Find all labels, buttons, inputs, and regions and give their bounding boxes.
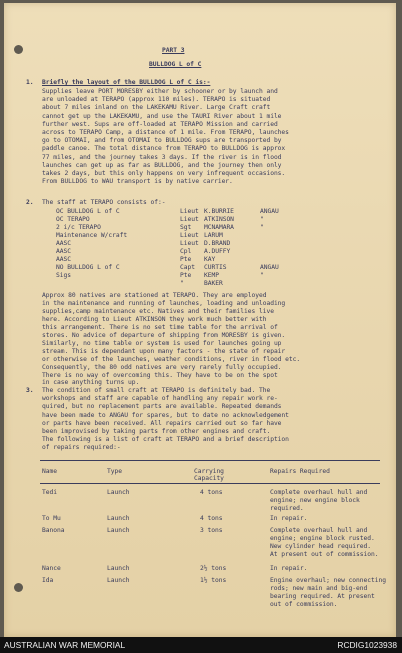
col-header-repairs: Repairs Required bbox=[270, 468, 330, 475]
text-line: or parts have been received. All repairs carried out so far have bbox=[42, 419, 282, 427]
document-page bbox=[4, 3, 396, 637]
staff-unit: ANGAU bbox=[260, 264, 279, 271]
para2-number: 2. bbox=[26, 199, 34, 206]
para1-heading: Briefly the layout of the BULLDOG L of C is:- bbox=[42, 79, 211, 86]
para1-number: 1. bbox=[26, 79, 34, 86]
staff-role: AASC bbox=[56, 256, 71, 263]
craft-type: Launch bbox=[107, 577, 130, 584]
staff-role: OC BULLDOG L of C bbox=[56, 208, 120, 215]
staff-unit: ANGAU bbox=[260, 208, 279, 215]
text-line: this arrangement. There is no set time table for the arrival of bbox=[42, 323, 278, 331]
text-line: 77 miles, and the journey takes 3 days. If the river is in flood bbox=[42, 153, 282, 161]
staff-name: KAY bbox=[204, 256, 216, 263]
craft-repairs-line: out of commission. bbox=[270, 601, 338, 608]
table-rule-header bbox=[40, 483, 380, 484]
text-line: in the maintenance and running of launches, loading and unloading bbox=[42, 299, 286, 307]
staff-name: ATKINSON bbox=[204, 216, 234, 223]
craft-name: Ida bbox=[42, 577, 54, 584]
craft-repairs-line: In repair. bbox=[270, 515, 308, 522]
text-line: or otherwise of the launches, weather conditions, river in flood etc. bbox=[42, 355, 301, 363]
staff-role: AASC bbox=[56, 240, 71, 247]
col-header-type: Type bbox=[107, 468, 122, 475]
staff-rank: Lieut bbox=[180, 216, 199, 223]
staff-name: D.BRAND bbox=[204, 240, 231, 247]
craft-type: Launch bbox=[107, 527, 130, 534]
craft-repairs-line: New cylinder head required. bbox=[270, 543, 372, 550]
staff-role: AASC bbox=[56, 248, 71, 255]
staff-role: Sigs bbox=[56, 272, 71, 279]
craft-repairs-line: Complete overhaul hull and bbox=[270, 489, 368, 496]
footer-source: AUSTRALIAN WAR MEMORIAL bbox=[4, 640, 126, 650]
craft-repairs-line: engine; new engine block bbox=[270, 497, 360, 504]
craft-capacity: 4 tons bbox=[200, 489, 223, 496]
craft-type: Launch bbox=[107, 565, 130, 572]
text-line: Similarly, no time table or system is used for launches going up bbox=[42, 339, 282, 347]
craft-repairs-line: engine; engine block rusted. bbox=[270, 535, 375, 542]
staff-role: NO BULLDOG L of C bbox=[56, 264, 120, 271]
staff-role: Maintenance W/craft bbox=[56, 232, 128, 239]
staff-name: CURTIS bbox=[204, 264, 227, 271]
text-line: takes 2 days, but this only happens on very infrequent occasions. bbox=[42, 170, 286, 177]
craft-repairs-line: rods; new main and big-end bbox=[270, 585, 368, 592]
craft-repairs-line: Engine overhaul; new connecting bbox=[270, 577, 386, 584]
craft-type: Launch bbox=[107, 489, 130, 496]
staff-name: A.DUFFY bbox=[204, 248, 231, 255]
text-line: of repairs required:- bbox=[42, 444, 121, 452]
col-header-name: Name bbox=[42, 468, 57, 475]
staff-role: OC TERAPO bbox=[56, 216, 90, 223]
text-line: here. According to Lieut ATKINSON they work much better with bbox=[42, 315, 267, 323]
staff-name: MCNAMARA bbox=[204, 224, 234, 231]
text-line: quired, but no replacement parts are available. Repeated demands bbox=[42, 403, 282, 411]
craft-capacity: 3 tons bbox=[200, 527, 223, 534]
para2-heading: The staff at TERAPO consists of:- bbox=[42, 199, 166, 206]
craft-name: Tedi bbox=[42, 489, 57, 496]
staff-rank: Lieut bbox=[180, 240, 199, 247]
staff-name: LARUM bbox=[204, 232, 223, 239]
text-line: about 7 miles inland on the LAKEKAMU River. Large Craft craft bbox=[42, 104, 271, 112]
craft-name: Banona bbox=[42, 527, 65, 534]
staff-rank: Sgt bbox=[180, 224, 192, 231]
craft-capacity: 4 tons bbox=[200, 515, 223, 522]
craft-capacity: 1½ tons bbox=[200, 577, 227, 584]
part-label: PART 3 bbox=[162, 47, 185, 54]
craft-repairs-line: Complete overhaul hull and bbox=[270, 527, 368, 534]
staff-rank: Cpl bbox=[180, 248, 192, 255]
page-title: BULLDOG L of C bbox=[149, 61, 202, 68]
text-line: Consequently, the 80 odd natives are very rarely fully occupied. bbox=[42, 363, 282, 371]
staff-unit: " bbox=[260, 216, 264, 223]
text-line: stream. This is dependant upon many factors - the state of repair bbox=[42, 347, 286, 355]
staff-unit: " bbox=[260, 272, 264, 279]
staff-rank: Lieut bbox=[180, 208, 199, 215]
staff-role: 2 i/c TERAPO bbox=[56, 224, 101, 231]
staff-rank: " bbox=[180, 280, 184, 287]
para3-number: 3. bbox=[26, 387, 34, 394]
craft-repairs-line: bearing required. At present bbox=[270, 593, 375, 600]
text-line: across to TERAPO Camp, a distance of 1 mile. From TERAPO, launches bbox=[42, 129, 289, 136]
punch-hole bbox=[14, 45, 23, 54]
text-line: been improvised by taking parts from other engines and craft. bbox=[42, 428, 271, 435]
footer-reference: RCDIG1023938 bbox=[337, 640, 397, 650]
punch-hole bbox=[14, 583, 23, 592]
staff-name: BAKER bbox=[204, 280, 223, 287]
table-rule-top bbox=[40, 460, 380, 461]
craft-repairs-line: At present out of commission. bbox=[270, 551, 379, 558]
text-line: The condition of small craft at TERAPO is definitely bad. The bbox=[42, 387, 271, 394]
text-line: launches can get up as far as BULLDOG, and the journey then only bbox=[42, 161, 282, 169]
text-line: cannot get up the LAKEKAMU, and use the TAURI River about 1 mile bbox=[42, 112, 282, 120]
staff-name: K.BURRIE bbox=[204, 208, 234, 215]
craft-capacity: 2½ tons bbox=[200, 565, 227, 572]
craft-name: Nance bbox=[42, 565, 61, 572]
col-header-capacity: Capacity bbox=[194, 475, 224, 482]
craft-repairs-line: required. bbox=[270, 505, 304, 512]
text-line: further west. Sups are off-loaded at TERAPO Mission and carried bbox=[42, 120, 278, 128]
staff-rank: Pte bbox=[180, 272, 192, 279]
text-line: The following is a list of craft at TERAPO and a brief description bbox=[42, 436, 289, 444]
staff-name: KEMP bbox=[204, 272, 219, 279]
text-line: From BULLDOG to WAU transport is by native carrier. bbox=[42, 178, 233, 186]
staff-unit: " bbox=[260, 224, 264, 231]
text-line: supplies,camp maintenance etc. Natives and their families live bbox=[42, 307, 274, 315]
staff-rank: Capt bbox=[180, 264, 195, 271]
text-line: in case anything turns up. bbox=[42, 379, 140, 387]
text-line: are unloaded at TERAPO (approx 110 miles). TERAPO is situated bbox=[42, 96, 271, 104]
text-line: Supplies leave PORT MORESBY either by schooner or by launch and bbox=[42, 88, 278, 95]
craft-type: Launch bbox=[107, 515, 130, 522]
text-line: There is no way of overcoming this. They have to be on the spot bbox=[42, 371, 278, 379]
text-line: workshops and staff are capable of handling any repair work re- bbox=[42, 395, 278, 403]
text-line: paddle canoe. The total distance from TERAPO to BULLDOG is approx bbox=[42, 145, 286, 153]
craft-name: To Mu bbox=[42, 515, 61, 522]
text-line: go to OTOMAI, and from OTOMAI to BULLDOG sups are transported by bbox=[42, 137, 282, 145]
staff-rank: Pte bbox=[180, 256, 192, 263]
text-line: stores. No advice of departure of shipping from MORESBY is given. bbox=[42, 331, 286, 339]
text-line: Approx 80 natives are stationed at TERAPO. They are employed bbox=[42, 292, 267, 299]
craft-repairs-line: In repair. bbox=[270, 565, 308, 572]
staff-rank: Lieut bbox=[180, 232, 199, 239]
text-line: have been made to ANGAU for spares, but to date no acknowledgement bbox=[42, 411, 289, 419]
archive-footer bbox=[0, 637, 402, 653]
col-header-carrying: Carrying bbox=[194, 468, 224, 475]
